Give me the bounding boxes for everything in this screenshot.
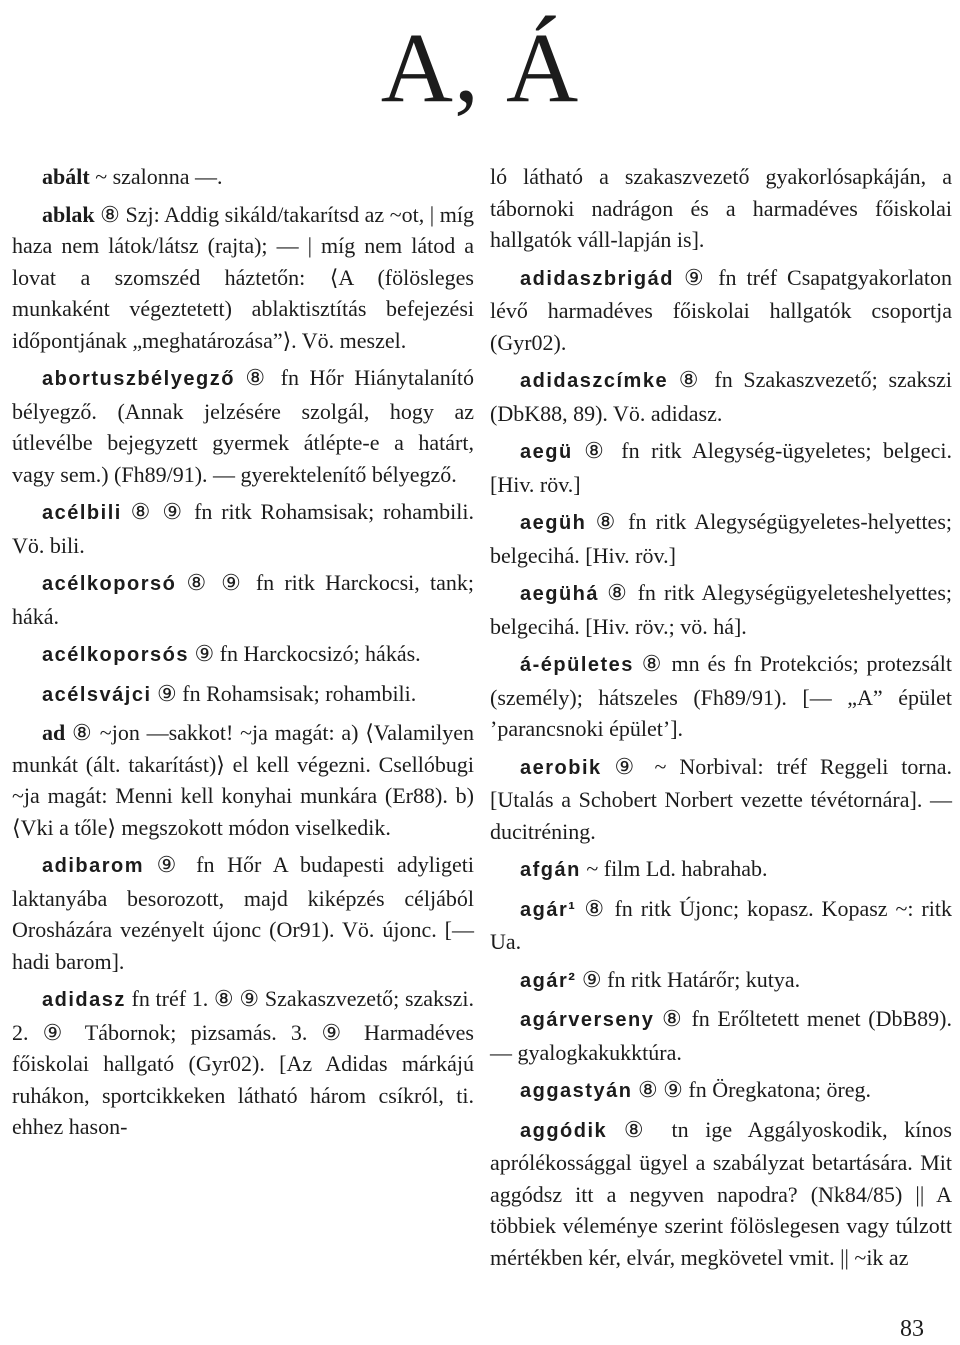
entry-headword: afgán: [520, 859, 581, 881]
dictionary-entry: [490, 648, 952, 745]
entry-definition: ⑧ fn ritk Alegységügyeleteshelyettes; belgecihá. [Hiv. röv.; vö. há].: [490, 580, 952, 639]
entry-definition: ⑧ fn Szakaszvezető; szakszi (DbK88, 89). Vö. adidasz.: [490, 367, 952, 426]
entry-headword: acélsvájci: [42, 683, 152, 706]
dictionary-entry: [490, 364, 952, 429]
dictionary-entry: [490, 1074, 952, 1108]
entry-definition: ⑧ fn Erőltetett menet (DbB89). — gyalogkakukktúra.: [490, 1006, 952, 1065]
entry-definition: ⑧ Szj: Addig sikáld/takarítsd az ~ot, | míg haza nem látok/látsz (rajta); — | míg nem látod a lovat a szomszéd háztetőn: ⟨A (fölösleges munkaként végeztetett) ablaktisztítás befejezési időpontjának „meghatározása”⟩. Vö. meszel.: [12, 201, 474, 353]
dictionary-entry: [490, 893, 952, 958]
entry-headword: adidaszcímke: [520, 370, 669, 392]
entry-headword: aegü: [520, 441, 573, 463]
entry-definition: ⑨ fn Hőr A budapesti adyligeti laktanyába besorozott, majd kiképzés céljából Orosházára vezényelt újonc (Or91). Vö. újonc. [— hadi barom].: [12, 852, 474, 974]
page-number: 83: [900, 1316, 924, 1342]
dictionary-entry: [12, 567, 474, 632]
dictionary-entry: [490, 435, 952, 500]
entry-headword: aegühá: [520, 583, 600, 605]
entry-headword: acélkoporsós: [42, 644, 189, 666]
entry-definition: ⑧ mn és fn Protekciós; protezsált (személy); hátszeles (Fh89/91). [— „A” épület ’parancsnoki épület’].: [490, 651, 952, 741]
entry-definition: ⑧ tn ige Aggályoskodik, kínos aprólékossággal ügyel a szabályzat betartására. Mit aggódsz itt a negyven napodra? (Nk84/85) || A többiek véleménye szerint fölöslegesen vagy túlzott mértékben kér, elvár, megkövetel vmit. || ~ik az: [490, 1116, 952, 1270]
page-heading: A, Á: [380, 12, 580, 123]
dictionary-entry: [490, 577, 952, 642]
entry-definition: ⑧ ⑨ fn ritk Harckocsi, tank; háká.: [12, 570, 474, 629]
entry-headword: agár²: [520, 969, 577, 992]
entry-headword: adidasz: [42, 989, 126, 1011]
entry-definition: ló látható a szakaszvezető gyakorlósapkáján, a tábornoki nadrágon és a harmadéves főiskolai hallgatók váll-lapján is].: [490, 164, 952, 252]
dictionary-entry: [12, 362, 474, 490]
entry-headword: agár¹: [520, 898, 577, 921]
entry-headword: aggódik: [520, 1119, 608, 1142]
entry-definition: ⑧ fn Hőr Hiánytalanító bélyegző. (Annak jelzésére szolgál, hogy az útlevélbe bejegyzett gyermek átlépte-e a határt, vagy sem.) (Fh89/91). — gyerektelenítő bélyegző.: [12, 365, 474, 487]
right-column: [490, 161, 952, 1279]
dictionary-entry: [12, 717, 474, 843]
entry-definition: ⑨ fn Rohamsisak; rohambili.: [151, 680, 417, 706]
entry-definition: ⑧ fn ritk Alegységügyeletes-helyettes; belgecihá. [Hiv. röv.]: [490, 509, 952, 568]
dictionary-entry: [12, 983, 474, 1143]
entry-headword: adidaszbrigád: [520, 267, 674, 290]
entry-definition: ⑨ fn tréf Csapatgyakorlaton lévő harmadéves főiskolai hallgatók csoportja (Gyr02).: [490, 264, 952, 355]
entry-definition: ⑧ ⑨ fn ritk Rohamsisak; rohambili. Vö. bili.: [12, 499, 474, 558]
entry-headword: acélkoporsó: [42, 573, 177, 595]
entry-headword: ablak: [42, 201, 95, 227]
entry-headword: á-épületes: [520, 654, 634, 676]
entry-headword: adibarom: [42, 855, 145, 877]
entry-definition: ⑧ fn ritk Alegység-ügyeletes; belgeci. [Hiv. röv.]: [490, 438, 952, 497]
dictionary-entry: [490, 1114, 952, 1274]
entry-headword: abortuszbélyegző: [42, 368, 235, 390]
dictionary-entry: [490, 751, 952, 848]
dictionary-entry: [12, 496, 474, 561]
dictionary-entry: [12, 849, 474, 977]
dictionary-entry: [12, 678, 474, 712]
entry-headword: agárverseny: [520, 1009, 655, 1031]
dictionary-entry: [12, 638, 474, 672]
dictionary-entry: [490, 262, 952, 359]
entry-definition: ~ szalonna —.: [89, 164, 223, 189]
dictionary-entry: [490, 506, 952, 571]
entry-definition: fn tréf 1. ⑧ ⑨ Szakaszvezető; szakszi. 2. ⑨ Tábornok; pizsamás. 3. ⑨ Harmadéves főiskolai hallgató (Gyr02). [Az Adidas márkájú ruhákon, sportcikkeken látható három csíkról, ti. ehhez hason-: [12, 986, 474, 1139]
entry-definition: ~ film Ld. habrahab.: [580, 856, 768, 881]
entry-headword: aegüh: [520, 512, 587, 534]
entry-headword: aerobik: [520, 756, 602, 779]
entry-headword: ad: [42, 720, 66, 745]
dictionary-entry: [490, 1003, 952, 1068]
dictionary-entry: [490, 964, 952, 998]
entry-definition: ⑧ ~jon —sakkot! ~ja magát: a) ⟨Valamilyen munkát (ált. takarítást)⟩ el kell végezni. Csellóbugi ~ja magát: Menni kell konyhai munkára (Er88). b) ⟨Vki a tőle⟩ megszokott módon viselkedik.: [12, 720, 474, 840]
entry-definition: ⑨ ~ Norbival: tréf Reggeli torna. [Utalás a Schobert Norbert vezette tévétornára]. — ducitréning.: [490, 753, 952, 844]
entry-definition: ⑨ fn ritk Határőr; kutya.: [576, 966, 801, 992]
entry-definition: ⑨ fn Harckocsizó; hákás.: [188, 641, 421, 666]
dictionary-entry: [12, 161, 474, 193]
entry-headword: acélbili: [42, 502, 122, 524]
left-column: [12, 161, 474, 1149]
entry-definition: ⑧ ⑨ fn Öregkatona; öreg.: [632, 1077, 872, 1102]
dictionary-entry: [12, 199, 474, 357]
dictionary-entry: [490, 853, 952, 887]
entry-headword: aggastyán: [520, 1080, 633, 1102]
entry-headword: abált: [42, 164, 90, 189]
entry-definition: ⑧ fn ritk Újonc; kopasz. Kopasz ~: ritk Ua.: [490, 895, 952, 954]
dictionary-entry: [490, 161, 952, 256]
